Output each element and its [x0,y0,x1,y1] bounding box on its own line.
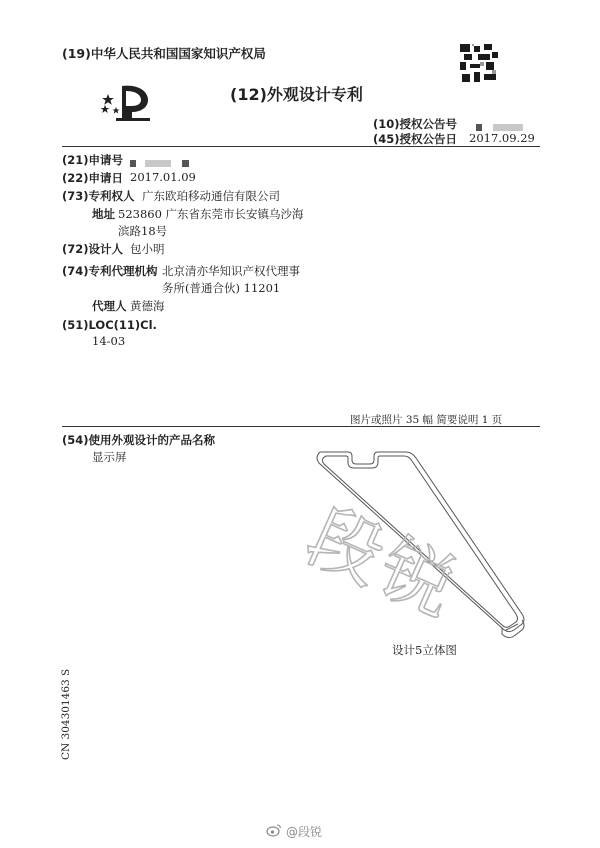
application-date-value: 2017.01.09 [130,170,196,184]
image-summary-line: 图片或照片 35 幅 简要说明 1 页 [350,414,503,426]
side-patent-number [54,669,73,760]
product-name-label: (54)使用外观设计的产品名称 [62,433,216,447]
office-name: (19)中华人民共和国国家知识产权局 [62,46,266,61]
patentee-label: (73)专利权人 [62,189,135,203]
product-name-value: 显示屏 [92,450,127,464]
agent-value: 黄德海 [130,299,165,313]
loc-classification-label: (51)LOC(11)Cl. [62,318,157,332]
side-patent-number-text: CN 304301463 S [60,668,72,760]
weibo-watermark [266,822,322,841]
document-type-title: (12)外观设计专利 [230,85,363,104]
agency-label: (74)专利代理机构 [62,264,158,278]
watermark-glyphs: 段锐 [294,492,473,635]
address-line-2: 滨路18号 [118,224,168,238]
weibo-icon [266,822,282,841]
loc-classification-value: 14-03 [92,334,126,348]
agency-line-2: 务所(普通合伙) 11201 [162,281,281,295]
address-line-1: 523860 广东省东莞市长安镇乌沙海 [118,207,304,221]
weibo-handle: @段锐 [286,825,323,839]
cnipa-logo-icon [96,80,156,124]
figure-caption: 设计5立体图 [392,643,457,657]
address-label: 地址 [92,207,115,221]
grant-number-label: (10)授权公告号 [373,117,458,131]
section-divider [62,426,540,427]
grant-date-value: 2017.09.29 [469,131,535,145]
qr-code-icon [460,44,498,84]
header-divider [62,146,540,147]
designer-value: 包小明 [130,242,165,256]
agency-line-1: 北京清亦华知识产权代理事 [162,264,300,278]
designer-label: (72)设计人 [62,242,124,256]
patentee-value: 广东欧珀移动通信有限公司 [142,189,280,203]
grant-date-label: (45)授权公告日 [373,132,458,146]
application-number-label: (21)申请号 [62,153,124,167]
agent-label: 代理人 [92,299,127,313]
application-date-label: (22)申请日 [62,171,124,185]
watermark-text [294,478,492,635]
